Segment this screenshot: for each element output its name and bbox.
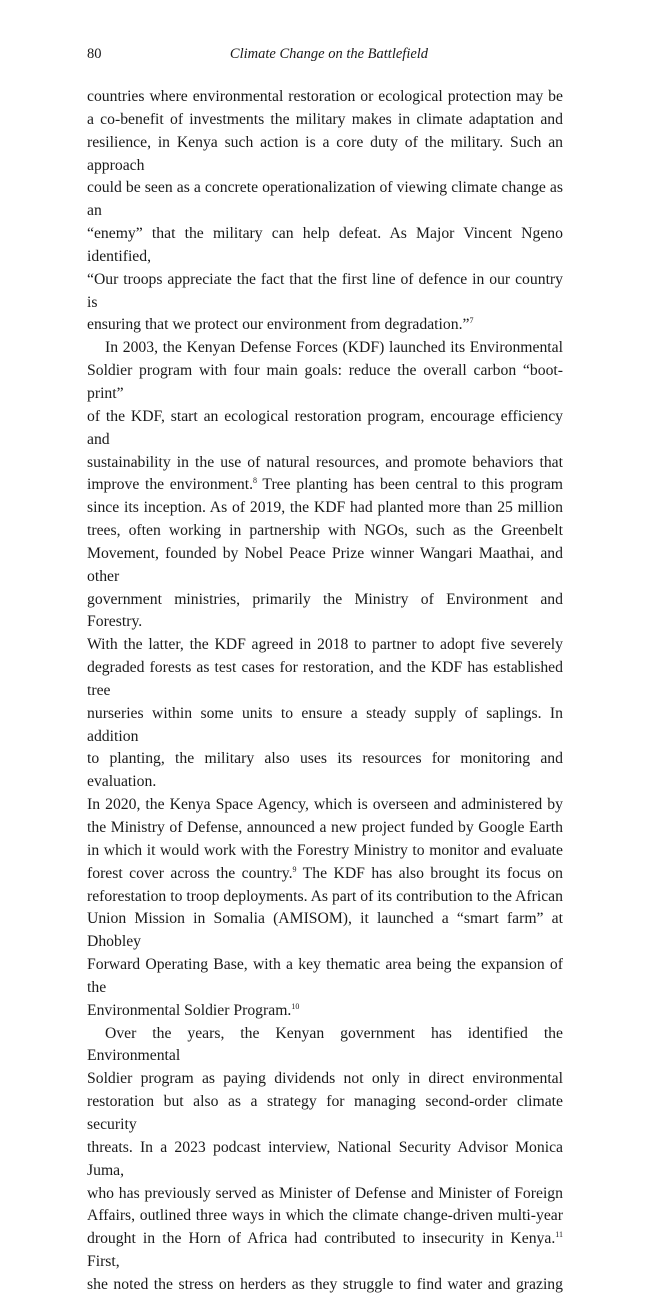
text-line: the Ministry of Defense, announced a new project funded by Google Earth: [87, 819, 563, 836]
text-line: With the latter, the KDF agreed in 2018 to partner to adopt five severely: [87, 636, 563, 654]
footnote-ref: 7: [469, 316, 474, 326]
text-line: nurseries within some units to ensure a steady supply of saplings. In addition: [87, 704, 563, 745]
text-line: Soldier program as paying dividends not only in direct environmental: [87, 1070, 563, 1088]
text-line: threats. In a 2023 podcast interview, National Security Advisor Monica Juma,: [87, 1138, 563, 1179]
text-line: countries where environmental restoration or ecological protection may be: [87, 88, 563, 105]
text-line: Over the years, the Kenyan government has identified the Environmental: [87, 1024, 563, 1065]
footnote-ref: 11: [555, 1230, 563, 1240]
text-line: government ministries, primarily the Ministry of Environment and Forestry.: [87, 590, 563, 631]
text-line: [87, 314, 563, 337]
text-line: Affairs, outlined three ways in which the climate change-driven multi-year: [87, 1207, 563, 1225]
text-line: sustainability in the use of natural resources, and promote behaviors that: [87, 453, 563, 471]
text-line: a co-benefit of investments the military makes in climate adaptation and: [87, 110, 563, 128]
text-span: drought in the Horn of Africa had contributed to insecurity in Kenya.: [87, 1230, 556, 1248]
running-head: [87, 44, 563, 64]
text-span: The KDF has also brought its focus on: [296, 864, 563, 882]
page-number: 80: [87, 46, 102, 62]
text-line: reforestation to troop deployments. As part of its contribution to the African: [87, 887, 563, 905]
text-line: restoration but also as a strategy for managing second-order climate security: [87, 1093, 563, 1133]
text-line: “Our troops appreciate the fact that the first line of defence in our country is: [87, 270, 563, 311]
text-line: to planting, the military also uses its resources for monitoring and evaluation.: [87, 750, 563, 791]
text-span: First,: [87, 1253, 120, 1271]
text-span: ensuring that we protect our environment from degradation.”: [87, 316, 470, 334]
text-line: who has previously served as Minister of Defense and Minister of Foreign: [87, 1184, 563, 1202]
text-span: Environmental Soldier Program.: [87, 1001, 292, 1019]
text-line: degraded forests as test cases for restoration, and the KDF has established tree: [87, 659, 563, 699]
text-line: Forward Operating Base, with a key thematic area being the expansion of the: [87, 956, 563, 996]
footnote-ref: 10: [291, 1001, 300, 1011]
text-line: [87, 1000, 563, 1023]
text-line: Movement, founded by Nobel Peace Prize winner Wangari Maathai, and other: [87, 544, 563, 585]
footnote-ref: 8: [253, 476, 258, 486]
text-line: In 2003, the Kenyan Defense Forces (KDF) launched its Environmental: [105, 339, 563, 357]
text-line: In 2020, the Kenya Space Agency, which is overseen and administered by: [87, 796, 563, 814]
text-line: Union Mission in Somalia (AMISOM), it launched a “smart farm” at Dhobley: [87, 910, 563, 951]
text-line: [87, 1228, 563, 1274]
text-line: resilience, in Kenya such action is a core duty of the military. Such an approach: [87, 133, 563, 174]
text-line: could be seen as a concrete operationalization of viewing climate change as an: [87, 179, 563, 220]
footnote-ref: 9: [292, 864, 297, 874]
text-span: improve the environment.: [87, 476, 254, 494]
text-line: [87, 474, 563, 497]
text-line: “enemy” that the military can help defeat. As Major Vincent Ngeno identified,: [87, 225, 563, 265]
text-line: in which it would work with the Forestry Ministry to monitor and evaluate: [87, 841, 563, 859]
text-span: Tree planting has been central to this program: [257, 476, 564, 494]
text-line: [87, 863, 563, 886]
text-span: forest cover across the country.: [87, 864, 293, 882]
text-line: she noted the stress on herders as they struggle to find water and grazing: [87, 1275, 563, 1293]
text-line: trees, often working in partnership with NGOs, such as the Greenbelt: [87, 522, 563, 540]
text-line: since its inception. As of 2019, the KDF had planted more than 25 million: [87, 499, 563, 517]
body-text: [87, 86, 563, 1297]
text-line: of the KDF, start an ecological restoration program, encourage efficiency and: [87, 407, 563, 448]
text-line: Soldier program with four main goals: reduce the overall carbon “boot-print”: [87, 362, 563, 402]
running-title: Climate Change on the Battlefield: [229, 46, 429, 62]
